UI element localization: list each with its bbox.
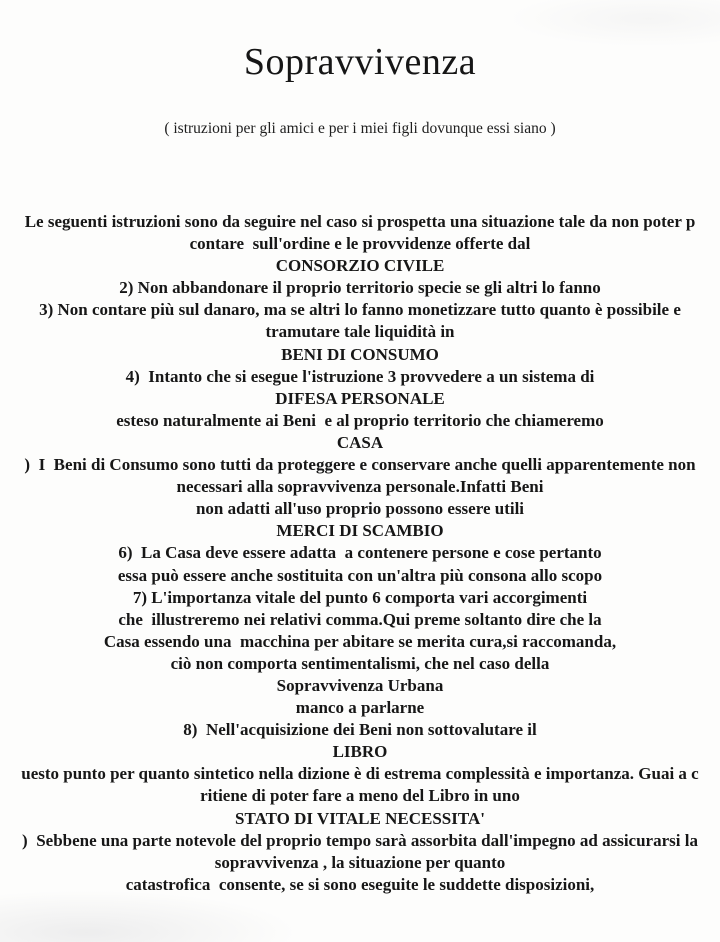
document-body-text xyxy=(0,211,720,896)
text-line: contare sull'ordine e le provvidenze offerte dal xyxy=(189,234,531,254)
text-line: esteso naturalmente ai Beni e al proprio territorio che chiameremo xyxy=(116,410,604,430)
text-line: DIFESA PERSONALE xyxy=(275,388,445,408)
text-line: 3) Non contare più sul danaro, ma se altri lo fanno monetizzare tutto quanto è possibile e xyxy=(39,300,681,320)
text-line: LIBRO xyxy=(332,742,388,762)
text-line: catastrofica consente, se si sono eseguite le suddette disposizioni, xyxy=(125,874,595,894)
text-line: 8) Nell'acquisizione dei Beni non sottovalutare il xyxy=(183,720,537,740)
text-line: manco a parlarne xyxy=(295,698,425,718)
text-line: non adatti all'uso proprio possono essere utili xyxy=(195,499,525,519)
text-line: 4) Intanto che si esegue l'istruzione 3 provvedere a un sistema di xyxy=(125,366,595,386)
text-line: ) I Beni di Consumo sono tutti da proteggere e conservare anche quelli apparentemente non xyxy=(24,455,696,475)
text-line: necessari alla sopravvivenza personale.Infatti Beni xyxy=(176,477,544,497)
text-line: essa può essere anche sostituita con un'altra più consona allo scopo xyxy=(117,565,603,585)
text-line: BENI DI CONSUMO xyxy=(281,344,439,364)
text-line: 6) La Casa deve essere adatta a contenere persone e cose pertanto xyxy=(118,543,602,563)
text-line: che illustreremo nei relativi comma.Qui preme soltanto dire che la xyxy=(118,609,602,629)
text-line: Sopravvivenza Urbana xyxy=(276,675,444,695)
text-line: ) Sebbene una parte notevole del proprio tempo sarà assorbita dall'impegno ad assicurarsi la xyxy=(22,830,698,850)
text-line: 7) L'importanza vitale del punto 6 comporta vari accorgimenti xyxy=(132,587,588,607)
text-line: ritiene di poter fare a meno del Libro in uno xyxy=(200,786,520,806)
text-line: Casa essendo una macchina per abitare se merita cura,si raccomanda, xyxy=(103,631,617,651)
text-line: CASA xyxy=(336,432,384,452)
text-line: sopravvivenza , la situazione per quanto xyxy=(214,852,506,872)
document-subtitle: ( istruzioni per gli amici e per i miei figli dovunque essi siano ) xyxy=(164,120,556,137)
text-line: CONSORZIO CIVILE xyxy=(275,256,445,276)
text-line: 2) Non abbandonare il proprio territorio specie se gli altri lo fanno xyxy=(119,278,601,298)
text-line: Le seguenti istruzioni sono da seguire nel caso si prospetta una situazione tale da non poter p xyxy=(24,212,696,231)
text-line: ciò non comporta sentimentalismi, che nel caso della xyxy=(170,653,550,673)
text-line: STATO DI VITALE NECESSITA' xyxy=(235,808,485,828)
text-line: uesto punto per quanto sintetico nella dizione è di estrema complessità e importanza. Guai a c xyxy=(21,764,699,784)
document-title: Sopravvivenza xyxy=(243,41,477,83)
text-line: MERCI DI SCAMBIO xyxy=(276,521,444,541)
text-line: tramutare tale liquidità in xyxy=(265,322,455,342)
